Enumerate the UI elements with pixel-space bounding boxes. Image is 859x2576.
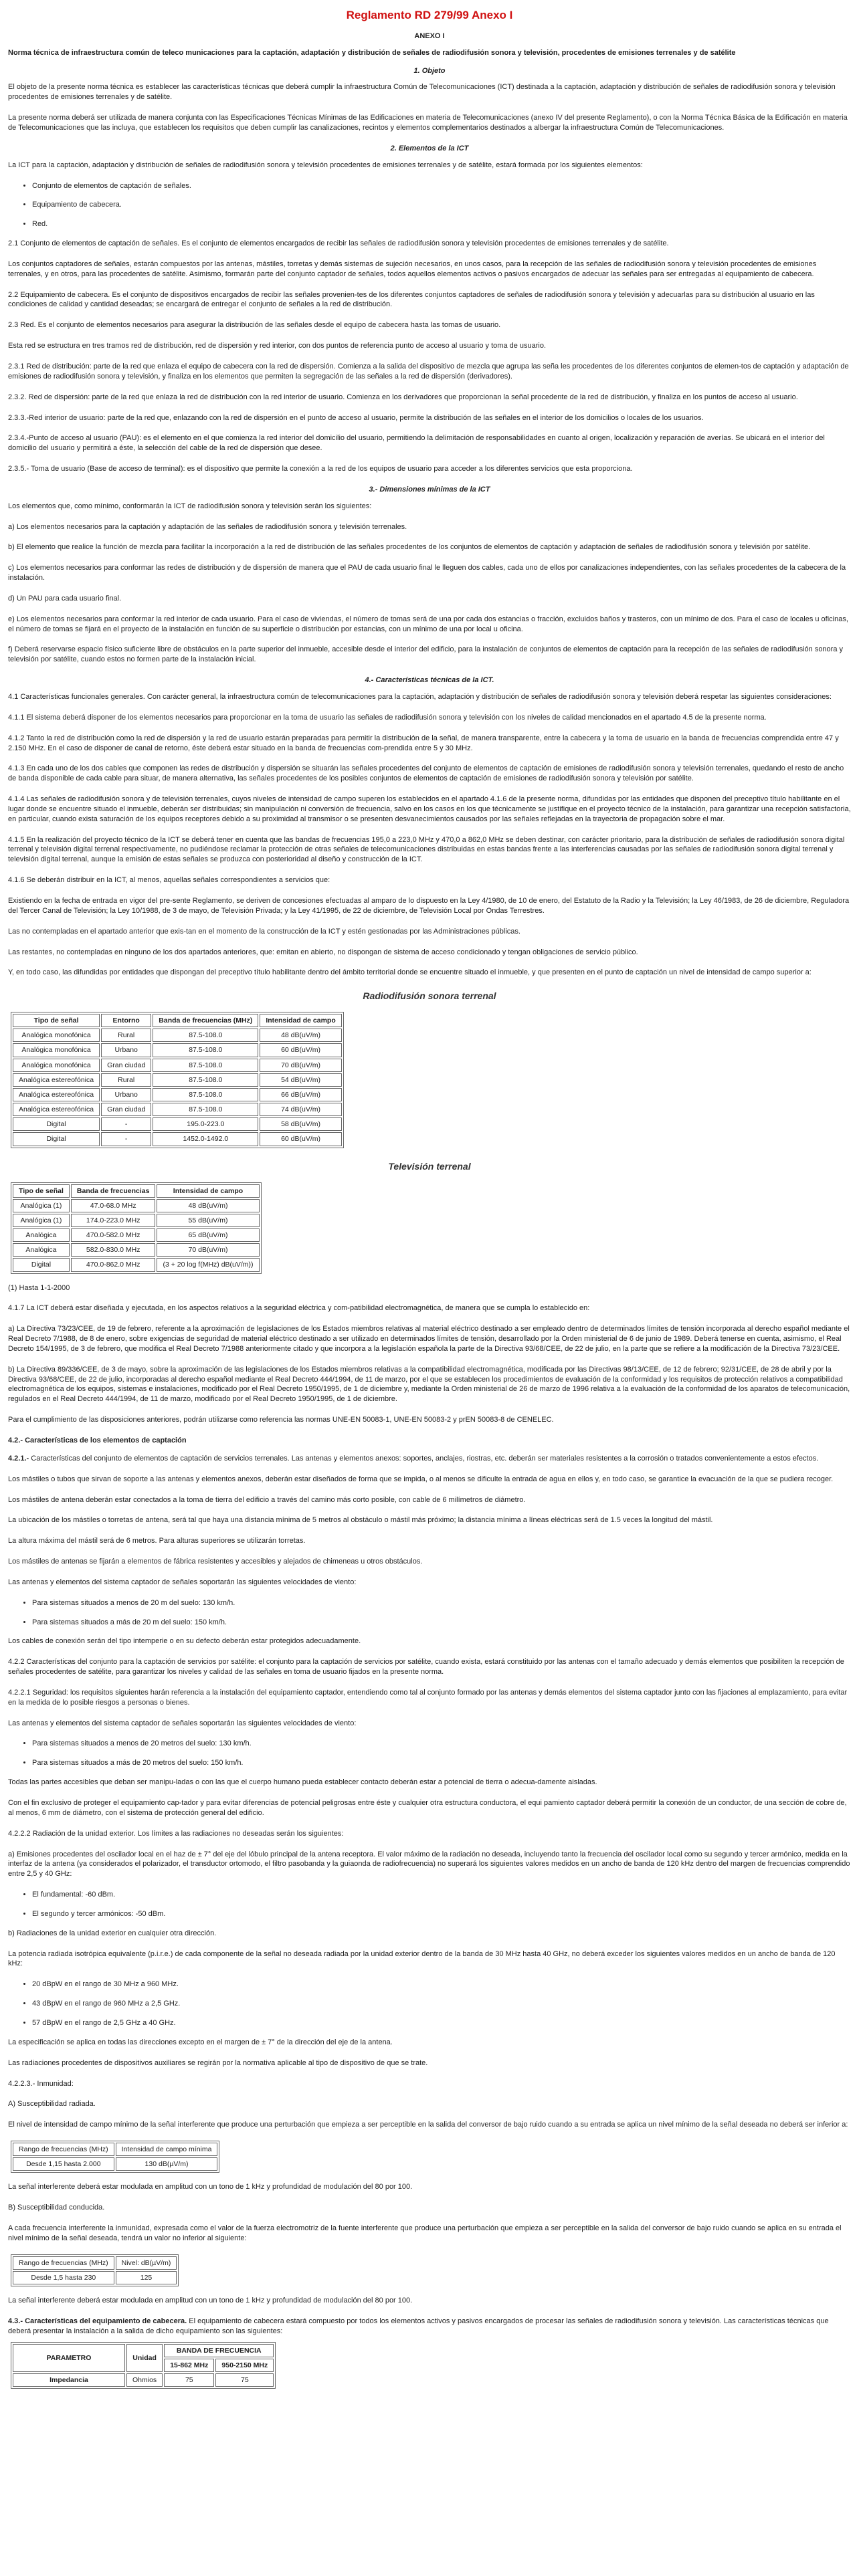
table-cell: 87.5-108.0 bbox=[153, 1059, 258, 1072]
paragraph: La presente norma deberá ser utilizada de manera conjunta con las Especificaciones Técnicas Mínimas de las Edificaciones en materia de Telecomunicaciones (anexo IV del presente Reglamento), o con la Norma Técnica Básica de la Edificación en materia de Telecomunicaciones que las incluya, que establecen los requisitos que deben cumplir las canalizaciones, recintos y elementos complementarios destinados a albergar la infraestructura Común de Telecomunicaciones. bbox=[8, 114, 848, 132]
list-item: • 20 dBpW en el rango de 30 MHz a 960 MHz. bbox=[32, 1979, 851, 1990]
table-cell: Rural bbox=[101, 1073, 151, 1087]
paragraph-text: El equipamiento de cabecera estará compuesto por todos los elementos activos y pasivos encargados de procesar las señales de radiodifusión sonora y televisión. Las características técnicas que deberá presentar la instalación a la salida de dicho equipamiento son las siguientes: bbox=[8, 2317, 829, 2335]
table-cell: 55 dB(uV/m) bbox=[157, 1214, 259, 1227]
table-header-cell: Entorno bbox=[101, 1014, 151, 1027]
list-item: • Para sistemas situados a menos de 20 metros del suelo: 130 km/h. bbox=[32, 1739, 851, 1749]
paragraph: d) Un PAU para cada usuario final. bbox=[8, 594, 122, 603]
table-cell: - bbox=[101, 1117, 151, 1131]
paragraph: 2.3.5.- Toma de usuario (Base de acceso de terminal): es el dispositivo que permite la conexión a la red de los equipos de usuario para acceder a los diferentes servicios que esta proporciona. bbox=[8, 465, 633, 473]
headend-table bbox=[11, 2342, 276, 2389]
paragraph: Y, en todo caso, las difundidas por entidades que dispongan del preceptivo título habilitante dentro del ámbito territorial donde se encuentre situado el inmueble, y que presenten en el punto de captación un nivel de intensidad de campo superior a: bbox=[8, 968, 812, 977]
paragraph: e) Los elementos necesarios para conformar la red interior de cada usuario. Para el caso de viviendas, el número de tomas será de una por cada dos estancias o fracción, excluidos baños y trasteros, con un mínimo de dos. Para el caso de locales u oficinas, el número de tomas se fijará en el proyecto de la instalación en función de su superficie o distribución por estancias, con un mínimo de una por local u oficina. bbox=[8, 615, 848, 633]
paragraph: 4.1.3 En cada uno de los dos cables que componen las redes de distribución y dispersión se situarán las señales procedentes del conjunto de elementos de captación de emisiones de radiodifusión sonora y televisión terrenales, quedando el resto de ancho de banda disponible de cada cable para situar, de manera alternativa, las señales procedentes de los posibles conjuntos de elementos de captación de emisiones de radiodifusión sonora y televisión por satélite. bbox=[8, 764, 844, 783]
table-header-row bbox=[13, 2143, 217, 2156]
table-cell: Analógica estereofónica bbox=[13, 1073, 100, 1087]
paragraph: Las no contempladas en el apartado anterior que exis-tan en el momento de la construcción de la ICT y estén gestionadas por las Administraciones públicas. bbox=[8, 927, 520, 936]
list-item: • 43 dBpW en el rango de 960 MHz a 2,5 GHz. bbox=[32, 1999, 851, 2009]
table-row bbox=[13, 2373, 274, 2387]
table-cell: - bbox=[101, 1132, 151, 1146]
table-row bbox=[13, 1132, 342, 1146]
list-item: • El segundo y tercer armónicos: -50 dBm. bbox=[32, 1909, 851, 1919]
paragraph: 2.1 Conjunto de elementos de captación de señales. Es el conjunto de elementos encargados de recibir las señales de radiodifusión sonora y televisión procedentes de emisiones terrenales y de satélite. bbox=[8, 239, 669, 248]
table-cell: Analógica bbox=[13, 1243, 70, 1257]
radiation-limits-list bbox=[8, 1890, 851, 1919]
table-cell: Urbano bbox=[101, 1043, 151, 1057]
table-cell: 60 dB(uV/m) bbox=[260, 1043, 341, 1057]
table-header-cell: Banda de frecuencias bbox=[71, 1184, 156, 1198]
table-header-cell: Unidad bbox=[126, 2344, 163, 2372]
list-item: • Para sistemas situados a más de 20 metros del suelo: 150 km/h. bbox=[32, 1758, 851, 1768]
table-row bbox=[13, 1059, 342, 1072]
table-cell: Analógica monofónica bbox=[13, 1059, 100, 1072]
paragraph: 2.2 Equipamiento de cabecera. Es el conjunto de dispositivos encargados de recibir las señales provenien-tes de los diferentes conjuntos captadores de señales de radiodifusión sonora y televisión y adecuarlas para su distribución al usuario en las condiciones de calidad y cantidad deseadas; se encargará de entregar el conjunto de señales a la red de distribución. bbox=[8, 290, 815, 309]
table-cell: 125 bbox=[116, 2271, 177, 2284]
paragraph: El nivel de intensidad de campo mínimo de la señal interferente que produce una perturbación que empieza a ser perceptible en la salida del conversor de bajo ruido cuando a su entrada se aplica un nivel mínimo de la señal deseada no deberá ser inferior a: bbox=[8, 2121, 848, 2129]
paragraph: 4.1.4 Las señales de radiodifusión sonora y de televisión terrenales, cuyos niveles de intensidad de campo superen los establecidos en el apartado 4.1.6 de la presente norma, difundidas por las entidades que disponen del preceptivo título habilitante en el lugar donde se encuentre situado el inmueble, deberán ser distribuidas; sin manipulación ni conversión de frecuencia, salvo en los casos en los que técnicamente se justifique en el proyecto técnico de la instalación, para garantizar una recepción satisfactoria, en particular, cuando exista saturación de los equipos receptores debido a su proximidad al transmisor o se presenten desvanecimientos causados por las señales reflejadas en la trayectoria de propagación sobre el mar. bbox=[8, 795, 851, 823]
paragraph-lead: 4.3.- Características del equipamiento de cabecera. bbox=[8, 2317, 187, 2325]
table-row bbox=[13, 1073, 342, 1087]
table-cell: 65 dB(uV/m) bbox=[157, 1228, 259, 1242]
table-cell: 195.0-223.0 bbox=[153, 1117, 258, 1131]
paragraph: 2.3.2. Red de dispersión: parte de la red que enlaza la red de distribución con la red interior de usuario. Comienza en los derivadores que proporcionan la señal procedente de la red de distribución, y finaliza en los puntos de acceso al usuario. bbox=[8, 393, 798, 401]
table-cell: Desde 1,15 hasta 2.000 bbox=[13, 2157, 114, 2171]
table-header-cell: Intensidad de campo mínima bbox=[116, 2143, 218, 2156]
table-cell: 470.0-582.0 MHz bbox=[71, 1228, 156, 1242]
table-cell: 87.5-108.0 bbox=[153, 1088, 258, 1101]
table-header-cell: Rango de frecuencias (MHz) bbox=[13, 2143, 114, 2156]
table-cell: 54 dB(uV/m) bbox=[260, 1073, 341, 1087]
table-header-cell: 950-2150 MHz bbox=[215, 2359, 274, 2372]
paragraph: A cada frecuencia interferente la inmunidad, expresada como el valor de la fuerza electromotriz de la fuente interferente que produce una perturbación que empieza a ser perceptible en la salida del conversor de bajo ruido cuando se aplica en su entrada el nivel mínimo de la señal deseada, tendrá un valor no inferior al siguiente: bbox=[8, 2224, 842, 2242]
table-header-cell: 15-862 MHz bbox=[164, 2359, 214, 2372]
table-cell: 60 dB(uV/m) bbox=[260, 1132, 341, 1146]
paragraph: b) El elemento que realice la función de mezcla para facilitar la incorporación a la red de distribución de las señales procedentes de los conjuntos de elementos de captación y adaptación de señales de radiodifusión sonora y televisión por satélite. bbox=[8, 543, 811, 552]
paragraph: Los conjuntos captadores de señales, estarán compuestos por las antenas, mástiles, torretas y demás sistemas de sujeción necesarios, en unos casos, para la recepción de las señales de radiodifusión sonora y televisión procedentes de emisiones terrenales, y en otros, para las procedentes de satélite. Asimismo, formarán parte del conjunto captador de señales, todos aquellos elementos activos o pasivos encargados de adecuar las señales para ser entregadas al equipamiento de cabecera. bbox=[8, 259, 817, 278]
paragraph: 2.3.1 Red de distribución: parte de la red que enlaza el equipo de cabecera con la red de dispersión. Comienza a la salida del dispositivo de mezcla que agrupa las seña les procedentes de los diferentes conjuntos de elemen-tos de captación y adaptación de emisiones de radiodifusión sonora y televisión, y finaliza en los elementos que permiten la segregación de las señales a la red de dispersión (derivadores). bbox=[8, 362, 849, 381]
list-item: • Equipamiento de cabecera. bbox=[32, 200, 851, 210]
table-row bbox=[13, 1117, 342, 1131]
paragraph: La señal interferente deberá estar modulada en amplitud con un tono de 1 kHz y profundidad de modulación del 80 por 100. bbox=[8, 2296, 413, 2305]
table-cell: 47.0-68.0 MHz bbox=[71, 1199, 156, 1212]
table-cell: Analógica monofónica bbox=[13, 1043, 100, 1057]
table-cell: 174.0-223.0 MHz bbox=[71, 1214, 156, 1227]
table-cell: 75 bbox=[164, 2373, 214, 2387]
paragraph: La altura máxima del mástil será de 6 metros. Para alturas superiores se utilizarán torretas. bbox=[8, 1537, 306, 1545]
table-cell: 87.5-108.0 bbox=[153, 1043, 258, 1057]
paragraph: La señal interferente deberá estar modulada en amplitud con un tono de 1 kHz y profundidad de modulación del 80 por 100. bbox=[8, 2183, 413, 2191]
table-header-cell: Nivel: dB(µV/m) bbox=[116, 2256, 177, 2270]
paragraph: La potencia radiada isotrópica equivalente (p.i.r.e.) de cada componente de la señal no deseada radiada por la unidad exterior dentro de la banda de 30 MHz hasta 40 GHz, no deberá exceder los siguientes valores medidos en un ancho de banda de 120 kHz: bbox=[8, 1949, 836, 1968]
list-item: • Para sistemas situados a más de 20 m del suelo: 150 km/h. bbox=[32, 1618, 851, 1628]
table-cell: Analógica estereofónica bbox=[13, 1103, 100, 1116]
table-header-cell: Tipo de señal bbox=[13, 1184, 70, 1198]
paragraph: Las restantes, no contempladas en ninguno de los dos apartados anteriores, que: emitan en abierto, no dispongan de sistema de acceso condicionado y tengan obligaciones de servicio público. bbox=[8, 948, 638, 956]
paragraph: La ICT para la captación, adaptación y distribución de señales de radiodifusión sonora y televisión procedentes de emisiones terrenales y de satélite, estará formada por los siguientes elementos: bbox=[8, 160, 643, 169]
paragraph: Los cables de conexión serán del tipo intemperie o en su defecto deberán estar protegidos adecuadamente. bbox=[8, 1637, 361, 1646]
section-1-title: 1. Objeto bbox=[413, 66, 446, 75]
table-header-row bbox=[13, 2256, 177, 2270]
paragraph: 2.3 Red. Es el conjunto de elementos necesarios para asegurar la distribución de las señales desde el equipo de cabecera hasta las tomas de usuario. bbox=[8, 321, 501, 330]
paragraph: La especificación se aplica en todas las direcciones excepto en el margen de ± 7° de la dirección del eje de la antena. bbox=[8, 2038, 393, 2046]
paragraph: 4.1.2 Tanto la red de distribución como la red de dispersión y la red de usuario estarán preparadas para permitir la distribución de la señal, de manera transparente, entre la cabecera y la toma de usuario en la banda de frecuencias comprendida entre 47 y 2.150 MHz. En el caso de disponer de canal de retorno, éste deberá estar situado en la banda de frecuencias com-prendida entre 5 y 30 MHz. bbox=[8, 734, 839, 752]
table-row bbox=[13, 1243, 260, 1257]
paragraph: a) La Directiva 73/23/CEE, de 19 de febrero, referente a la aproximación de legislaciones de los Estados miembros relativas al material eléctrico destinado a ser empleado dentro de determinados límites de tensión incorporada al derecho español mediante el Real Decreto 7/1988, de 8 de enero, sobre exigencias de seguridad de material eléctrico destinado a ser utilizado en determinados límites de tensión, desarrollado por la Orden ministerial de 6 de junio de 1989. Deberá tenerse en cuenta, asimismo, el Real Decreto 154/1995, de 3 de febrero, que modifica el Real Decreto 7/1988 anteriormente citado y que incorpora a la legislación española la parte de la Directiva 93/68/CEE, de 22 de julio, en la parte que se refiere a la modificación de la Directiva 73/23/CEE. bbox=[8, 1325, 850, 1353]
table-cell: 74 dB(uV/m) bbox=[260, 1103, 341, 1116]
table-cell: 87.5-108.0 bbox=[153, 1029, 258, 1042]
paragraph: Las antenas y elementos del sistema captador de señales soportarán las siguientes velocidades de viento: bbox=[8, 1719, 357, 1727]
table-cell: 582.0-830.0 MHz bbox=[71, 1243, 156, 1257]
table-cell: 70 dB(uV/m) bbox=[157, 1243, 259, 1257]
list-item: • Conjunto de elementos de captación de señales. bbox=[32, 181, 851, 191]
table-cell: 470.0-862.0 MHz bbox=[71, 1258, 156, 1271]
table-cell: Digital bbox=[13, 1258, 70, 1271]
table-cell: 70 dB(uV/m) bbox=[260, 1059, 341, 1072]
table-cell: Analógica monofónica bbox=[13, 1029, 100, 1042]
paragraph: B) Susceptibilidad conducida. bbox=[8, 2204, 105, 2212]
table-cell: 130 dB(µV/m) bbox=[116, 2157, 218, 2171]
paragraph: 2.3.3.-Red interior de usuario: parte de la red que, enlazando con la red de dispersión en el punto de acceso al usuario, permite la distribución de las señales en el interior de los domicilios o locales de los usuarios. bbox=[8, 413, 704, 422]
radio-table-title: Radiodifusión sonora terrenal bbox=[363, 990, 496, 1002]
table-cell: Impedancia bbox=[13, 2373, 125, 2387]
paragraph: 4.1 Características funcionales generales. Con carácter general, la infraestructura común de telecomunicaciones para la captación, adaptación y distribución de señales de radiodifusión sonora y televisión deberá respetar las siguientes consideraciones: bbox=[8, 693, 832, 701]
table-row bbox=[13, 1088, 342, 1101]
page-title: Reglamento RD 279/99 Anexo I bbox=[346, 9, 513, 21]
tv-table-title: Televisión terrenal bbox=[388, 1160, 471, 1172]
paragraph: Esta red se estructura en tres tramos red de distribución, red de dispersión y red interior, con dos puntos de referencia punto de acceso al usuario y toma de usuario. bbox=[8, 342, 547, 350]
paragraph: b) Radiaciones de la unidad exterior en cualquier otra dirección. bbox=[8, 1929, 217, 1937]
table-row bbox=[13, 1103, 342, 1116]
paragraph: 4.2.2.1 Seguridad: los requisitos siguientes harán referencia a la instalación del equipamiento captador, entendiendo como tal al conjunto formado por las antenas y demás elementos del sistema captador junto con las fijaciones al emplazamiento, para evitar en la medida de lo posible riesgos a personas o bienes. bbox=[8, 1688, 848, 1707]
table-cell: 48 dB(uV/m) bbox=[157, 1199, 259, 1212]
table-cell: Analógica bbox=[13, 1228, 70, 1242]
paragraph: Los mástiles o tubos que sirvan de soporte a las antenas y elementos anexos, deberán estar diseñados de forma que se impida, o al menos se dificulte la entrada de agua en ellos y, en todo caso, se garantice la evacuación de la que se pudiera recoger. bbox=[8, 1475, 834, 1483]
table-row bbox=[13, 1258, 260, 1271]
table-cell: 48 dB(uV/m) bbox=[260, 1029, 341, 1042]
paragraph: 4.2.2.2 Radiación de la unidad exterior. Los límites a las radiaciones no deseadas serán los siguientes: bbox=[8, 1829, 344, 1838]
table-header-row bbox=[13, 1014, 342, 1027]
list-item: • 57 dBpW en el rango de 2,5 GHz a 40 GHz. bbox=[32, 2018, 851, 2028]
section-3-title: 3.- Dimensiones mínimas de la ICT bbox=[369, 485, 490, 494]
anexo-heading: ANEXO I bbox=[414, 31, 445, 40]
section-2-title: 2. Elementos de la ICT bbox=[390, 144, 469, 152]
table-cell: 66 dB(uV/m) bbox=[260, 1088, 341, 1101]
table-cell: (3 + 20 log f(MHz) dB(uV/m)) bbox=[157, 1258, 259, 1271]
table-header-cell: PARAMETRO bbox=[13, 2344, 125, 2372]
paragraph: 4.2.2.3.- Inmunidad: bbox=[8, 2079, 74, 2088]
section-4-title: 4.- Características técnicas de la ICT. bbox=[365, 676, 494, 685]
paragraph bbox=[8, 1454, 851, 1464]
table-header-cell: Intensidad de campo bbox=[260, 1014, 341, 1027]
wind-speed-list bbox=[8, 1598, 851, 1628]
tv-table bbox=[11, 1182, 262, 1274]
paragraph: 4.1.7 La ICT deberá estar diseñada y ejecutada, en los aspectos relativos a la seguridad eléctrica y com-patibilidad electromagnética, de manera que se cumpla lo establecido en: bbox=[8, 1304, 590, 1313]
table-cell: 1452.0-1492.0 bbox=[153, 1132, 258, 1146]
table-header-row bbox=[13, 2344, 274, 2357]
paragraph: A) Susceptibilidad radiada. bbox=[8, 2100, 96, 2109]
table-row bbox=[13, 1228, 260, 1242]
paragraph-lead: 4.2.1.- bbox=[8, 1454, 29, 1463]
table-cell: Ohmios bbox=[126, 2373, 163, 2387]
table-row bbox=[13, 1029, 342, 1042]
list-item: • El fundamental: -60 dBm. bbox=[32, 1890, 851, 1900]
table-header-cell: BANDA DE FRECUENCIA bbox=[164, 2344, 274, 2357]
paragraph: a) Los elementos necesarios para la captación y adaptación de las señales de radiodifusión sonora y televisión terrenales. bbox=[8, 522, 407, 531]
paragraph: Las antenas y elementos del sistema captador de señales soportarán las siguientes velocidades de viento: bbox=[8, 1578, 357, 1586]
table-row bbox=[13, 1199, 260, 1212]
paragraph: 4.1.5 En la realización del proyecto técnico de la ICT se deberá tener en cuenta que las bandas de frecuencias 195,0 a 223,0 MHz y 470,0 a 862,0 MHz se deben destinar, con carácter prioritario, para la distribución de señales de radiodifusión sonora digital terrenal y televisión digital terrenal respectivamente, no pudiéndose reclamar la protección de otras señales de telecomunicaciones distribuidas en estas bandas frente a las interferencias causadas por las señales de radiodifusión sonora digital terrenal y televisión digital terrenal, aunque la emisión de estas señales se produzca con posterioridad al diseño y construcción de la ICT. bbox=[8, 835, 845, 864]
paragraph: a) Emisiones procedentes del oscilador local en el haz de ± 7° del eje del lóbulo principal de la antena receptora. El valor máximo de la radiación no deseada, incluyendo tanto la frecuencia del oscilador local como su segundo y tercer armónico, medida en la interfaz de la antena (ya considerados el polarizador, el transductor ortomodo, el filtro pasobanda y la guiaonda de radiofrecuencia) no superará los siguientes valores medidos en un ancho de banda de 120 kHz dentro del margen de frecuencias comprendido entre 2,5 y 40 GHz: bbox=[8, 1850, 850, 1879]
table-cell: Analógica (1) bbox=[13, 1199, 70, 1212]
table-cell: 58 dB(uV/m) bbox=[260, 1117, 341, 1131]
table-cell: Urbano bbox=[101, 1088, 151, 1101]
eirp-limits-list bbox=[8, 1979, 851, 2028]
list-item: • Para sistemas situados a menos de 20 m del suelo: 130 km/h. bbox=[32, 1598, 851, 1608]
paragraph: c) Los elementos necesarios para conformar las redes de distribución y de dispersión de manera que el PAU de cada usuario final le lleguen dos cables, cada uno de ellos por canalizaciones independientes, con las señales procedentes de la cabecera de la instalación. bbox=[8, 564, 846, 582]
paragraph: 2.3.4.-Punto de acceso al usuario (PAU): es el elemento en el que comienza la red interior del domicilio del usuario, permitiendo la delimitación de responsabilidades en cuanto al origen, localización y reparación de averías. Se ubicará en el interior del domicilio del usuario y permitirá a éste, la selección del cable de la red de dispersión que desee. bbox=[8, 434, 825, 453]
table-row bbox=[13, 2157, 217, 2171]
table-cell: Gran ciudad bbox=[101, 1103, 151, 1116]
paragraph bbox=[8, 2317, 851, 2337]
paragraph: 4.1.1 El sistema deberá disponer de los elementos necesarios para proporcionar en la toma de usuario las señales de radiodifusión sonora y televisión con los niveles de calidad mencionados en el apartado 4.5 de la presente norma. bbox=[8, 713, 767, 722]
elements-list bbox=[8, 181, 851, 230]
paragraph: Para el cumplimiento de las disposiciones anteriores, podrán utilizarse como referencia las normas UNE-EN 50083-1, UNE-EN 50083-2 y prEN 50083-8 de CENELEC. bbox=[8, 1416, 554, 1424]
paragraph: La ubicación de los mástiles o torretas de antena, será tal que haya una distancia mínima de 5 metros al obstáculo o mástil más próximo; la distancia mínima a líneas eléctricas será de 1.5 veces la longitud del mástil. bbox=[8, 1516, 713, 1525]
paragraph: Con el fin exclusivo de proteger el equipamiento cap-tador y para evitar diferencias de potencial peligrosas entre éste y cualquier otra estructura conductora, el equi pamiento captador deberá permitir la conexión de un conductor, de una sección de cobre de, al menos, 6 mm de diámetro, con el sistema de protección general del edificio. bbox=[8, 1799, 847, 1817]
table-cell: 87.5-108.0 bbox=[153, 1073, 258, 1087]
paragraph-text: Características del conjunto de elementos de captación de servicios terrenales. Las antenas y elementos anexos: soportes, anclajes, riostras, etc. deberán ser materiales resistentes a la corrosión o tratados convenientemente a estos efectos. bbox=[29, 1454, 819, 1463]
list-item: • Red. bbox=[32, 219, 851, 229]
table-row bbox=[13, 1214, 260, 1227]
paragraph: f) Deberá reservarse espacio físico suficiente libre de obstáculos en la parte superior del inmueble, accesible desde el interior del edificio, para la instalación de conjuntos de elementos de captación para la recepción de las señales de radiodifusión sonora y televisión por satélite, cuando estos no formen parte de la instalación inicial. bbox=[8, 645, 844, 664]
table-header-cell: Intensidad de campo bbox=[157, 1184, 259, 1198]
table-cell: 87.5-108.0 bbox=[153, 1103, 258, 1116]
paragraph: 4.1.6 Se deberán distribuir en la ICT, al menos, aquellas señales correspondientes a servicios que: bbox=[8, 876, 330, 885]
table-cell: Digital bbox=[13, 1117, 100, 1131]
table-cell: Analógica (1) bbox=[13, 1214, 70, 1227]
table-cell: Rural bbox=[101, 1029, 151, 1042]
table-row bbox=[13, 2271, 177, 2284]
table-row bbox=[13, 1043, 342, 1057]
immunity-radiated-table bbox=[11, 2141, 219, 2173]
immunity-conducted-table bbox=[11, 2254, 179, 2286]
table-header-cell: Tipo de señal bbox=[13, 1014, 100, 1027]
table-cell: Analógica estereofónica bbox=[13, 1088, 100, 1101]
section-4-2-title: 4.2.- Características de los elementos de captación bbox=[8, 1436, 187, 1444]
paragraph: Los mástiles de antena deberán estar conectados a la toma de tierra del edificio a través del camino más corto posible, con cable de 6 milímetros de diámetro. bbox=[8, 1495, 526, 1504]
norma-heading: Norma técnica de infraestructura común de teleco municaciones para la captación, adaptación y distribución de señales de radiodifusión sonora y televisión, procedentes de emisiones terrenales y de satélite bbox=[8, 48, 736, 57]
table-header-cell: Banda de frecuencias (MHz) bbox=[153, 1014, 258, 1027]
wind-speed-list bbox=[8, 1739, 851, 1768]
table-cell: Desde 1,5 hasta 230 bbox=[13, 2271, 114, 2284]
table-footnote: (1) Hasta 1-1-2000 bbox=[8, 1283, 70, 1292]
paragraph: Las radiaciones procedentes de dispositivos auxiliares se regirán por la normativa aplicable al tipo de dispositivo de que se trate. bbox=[8, 2058, 428, 2067]
radio-table bbox=[11, 1012, 344, 1148]
paragraph: Existiendo en la fecha de entrada en vigor del pre-sente Reglamento, se deriven de concesiones efectuadas al amparo de lo dispuesto en la Ley 4/1980, de 10 de enero, del Estatuto de la Radio y la Televisión; la Ley 46/1983, de 26 de diciembre, Reguladora del Tercer Canal de Televisión; la Ley 10/1988, de 3 de mayo, de Televisión Privada; y la Ley 41/1995, de 22 de diciembre, de Televisión Local por Ondas Terrestres. bbox=[8, 896, 850, 915]
table-cell: 75 bbox=[215, 2373, 274, 2387]
table-cell: Gran ciudad bbox=[101, 1059, 151, 1072]
paragraph: Los elementos que, como mínimo, conformarán la ICT de radiodifusión sonora y televisión serán los siguientes: bbox=[8, 502, 372, 510]
table-cell: Digital bbox=[13, 1132, 100, 1146]
paragraph: Todas las partes accesibles que deban ser manipu-ladas o con las que el cuerpo humano pueda establecer contacto deberán estar a potencial de tierra o adecua-damente aisladas. bbox=[8, 1778, 597, 1787]
paragraph: El objeto de la presente norma técnica es establecer las características técnicas que deberá cumplir la infraestructura Común de Telecomunicaciones (ICT) destinada a la captación, adaptación y distribución de señales de radiodifusión sonora y televisión procedentes de emisiones terrenales y de satélite. bbox=[8, 83, 836, 102]
paragraph: Los mástiles de antenas se fijarán a elementos de fábrica resistentes y accesibles y alejados de chimeneas u otros obstáculos. bbox=[8, 1558, 423, 1566]
paragraph: 4.2.2 Características del conjunto para la captación de servicios por satélite: el conjunto para la captación de servicios por satélite, cuando exista, estará constituido por las antenas con el tamaño adecuado y demás elementos que posibiliten la recepción de señales procedentes de satélite, para garantizar los niveles y calidad de las señales en toma de usuario fijados en la presente norma. bbox=[8, 1658, 844, 1677]
paragraph: b) La Directiva 89/336/CEE, de 3 de mayo, sobre la aproximación de las legislaciones de los Estados miembros relativas a la compatibilidad electromagnética, modificada por las Directivas 98/13/CEE, de 12 de febrero; 92/31/CEE, de 28 de abril y por la Directiva 93/68/CEE, de 22 de julio, incorporadas al derecho español mediante el Real Decreto 444/1994, de 11 de marzo, por el que se establecen los procedimientos de evaluación de la conformidad y los requisitos de protección relativos a compatibilidad electromagnética de los equipos, sistemas e instalaciones, modificado por el Real Decreto 1950/1995, de 1 de diciembre y, mediante la Orden ministerial de 26 de marzo de 1996 relativa a la evaluación de la conformidad de los aparatos de telecomunicación, regulados en el Real Decreto 444/1994, de 11 de marzo, modificado por el Real Decreto 1950/1995, de 1 de diciembre. bbox=[8, 1365, 850, 1404]
table-header-cell: Rango de frecuencias (MHz) bbox=[13, 2256, 114, 2270]
table-header-row bbox=[13, 1184, 260, 1198]
